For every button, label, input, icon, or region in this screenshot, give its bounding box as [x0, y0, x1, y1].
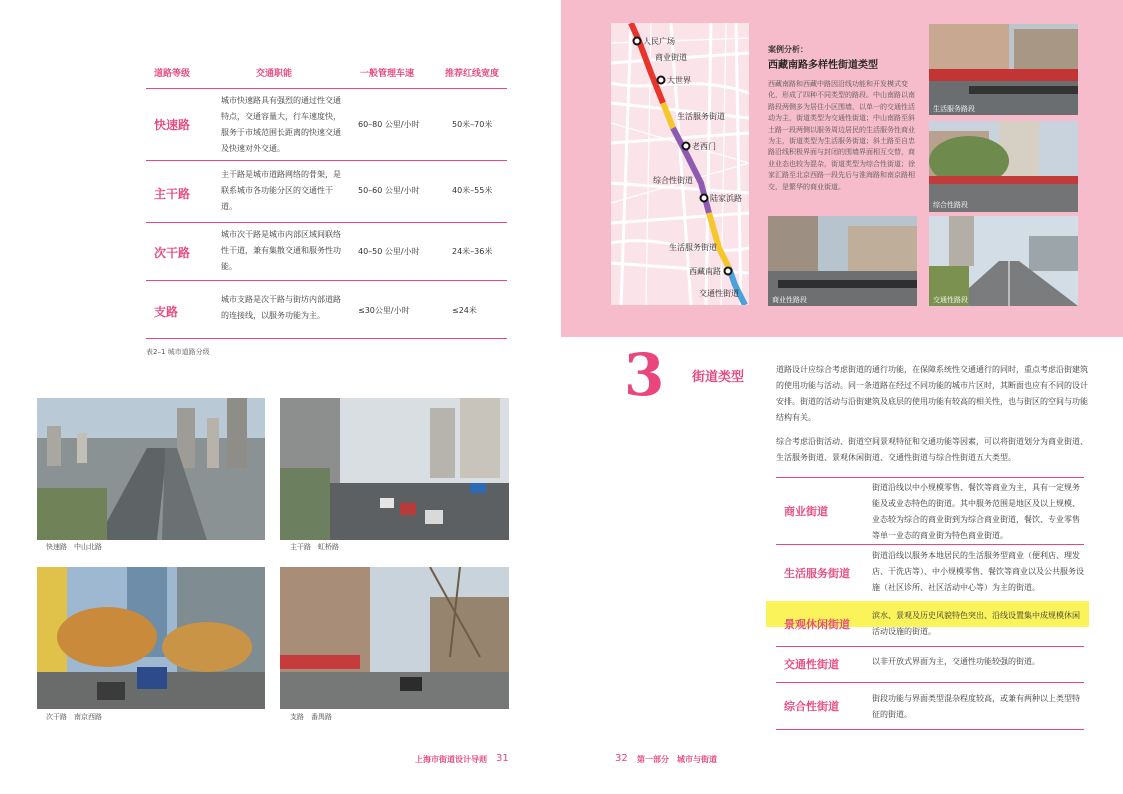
section-paragraph-2: 综合考虑沿街活动、街道空间景观特征和交通功能等因素，可以将街道划分为商业街道、生活服务街道、景观休闲街道、交通性街道与综合性街道五大类型。 — [776, 437, 1088, 462]
section-number: 3 — [624, 341, 665, 409]
section-title: 街道类型 — [692, 370, 745, 385]
street-type-desc: 街段功能与界面类型混杂程度较高，或兼有两种以上类型特征的街道。 — [872, 694, 1080, 719]
photo-arterial-road — [280, 398, 509, 540]
map-segment-label: 生活服务街道 — [677, 112, 725, 121]
photo-commercial-segment — [768, 216, 917, 306]
table-row-width: ≤24米 — [452, 306, 477, 315]
photo-living-service-segment — [929, 24, 1078, 115]
table-divider — [146, 280, 507, 281]
table-divider — [776, 729, 1084, 730]
map-station-label: 人民广场 — [643, 37, 675, 46]
photo-branch-road — [280, 567, 509, 709]
street-type-name: 综合性街道 — [784, 700, 839, 713]
photo-caption: 次干路 南京西路 — [46, 713, 102, 721]
table-divider — [146, 338, 507, 339]
case-study-map — [611, 23, 749, 305]
street-type-name: 生活服务街道 — [784, 567, 850, 580]
map-station-label: 老西门 — [692, 142, 716, 151]
footer-page-number: 32 — [615, 753, 628, 764]
photo-label: 综合性路段 — [933, 201, 968, 209]
table-divider — [776, 646, 1084, 647]
photo-label: 生活服务路段 — [933, 105, 975, 113]
table-row-name: 主干路 — [154, 187, 191, 201]
table-header-function: 交通职能 — [256, 69, 293, 79]
table-divider — [146, 222, 507, 223]
table-row-desc: 城市快速路具有强烈的通过性交通特点，交通容量大，行车速度快，服务于市域范围长距离的快速交通及快速对外交通。 — [221, 96, 341, 153]
case-text: 西藏南路和西藏中路因沿线功能和开发模式变化，形成了四种不同类型的路段。中山南路以南路段两侧多为居住小区围墙，以单一的交通性活动为主，街道类型为交通性街道；中山南路至斜土路一段两侧以服务周边居民的生活服务性商业为主，街道类型为生活服务街道；斜土路至自忠路沿线积极界面与封闭的围墙界面相互交替，商业业态也较为混杂，街道类型为综合性街道；徐家汇路至北京西路一段先后与淮海路和南京路相交，是繁华的商业街道。 — [768, 80, 915, 191]
table-row-width: 50米–70米 — [452, 120, 493, 129]
table-row-width: 40米–55米 — [452, 186, 493, 195]
table-row-desc: 主干路是城市道路网络的骨架，是联系城市各功能分区的交通性干道。 — [221, 170, 341, 211]
map-segment-label: 商业街道 — [655, 53, 687, 62]
photo-label: 交通性路段 — [933, 296, 968, 304]
table-header-grade: 道路等级 — [154, 69, 191, 79]
footer-section-name: 第一部分 城市与街道 — [637, 755, 717, 764]
table-row-desc: 城市支路是次干路与街坊内部道路的连接线，以服务功能为主。 — [221, 295, 341, 320]
photo-traffic-segment — [929, 216, 1078, 306]
street-type-name: 商业街道 — [784, 505, 828, 518]
map-station-label: 陆家浜路 — [710, 194, 742, 203]
table-row-speed: 60–80 公里/小时 — [358, 120, 420, 129]
table-divider — [146, 88, 507, 89]
case-title: 西藏南路多样性街道类型 — [768, 60, 878, 71]
street-type-desc: 街道沿线以服务本地居民的生活服务型商业（便利店、理发店、干洗店等）、中小规模零售、餐饮等商业以及公共服务设施（社区诊所、社区活动中心等）为主的街道。 — [872, 551, 1084, 592]
photo-expressway — [37, 398, 265, 540]
street-type-desc: 以非开放式界面为主，交通性功能较强的街道。 — [872, 657, 1040, 666]
table-header-speed: 一般管理车速 — [360, 69, 415, 79]
table-row-name: 支路 — [154, 305, 179, 319]
footer-book-title: 上海市街道设计导则 — [415, 755, 487, 764]
section-paragraph-1: 道路设计应综合考虑街道的通行功能，在保障系统性交通通行的同时，重点考虑沿街建筑的使用功能与活动。同一条道路在经过不同功能的城市片区时，其断面也应有不同的设计安排。街道的活动与沿街建筑及底层的使用功能有较高的相关性，也与街区的空间与功能结构有关。 — [776, 365, 1088, 422]
photo-label: 商业性路段 — [772, 296, 807, 304]
footer-page-number: 31 — [496, 753, 509, 764]
map-segment-label: 交通性街道 — [699, 289, 739, 298]
table-row-name: 快速路 — [154, 118, 191, 132]
case-label: 案例分析： — [768, 45, 808, 54]
table-row-name: 次干路 — [154, 246, 191, 260]
map-segment-label: 综合性街道 — [653, 176, 693, 185]
table-row-desc: 城市次干路是城市内部区域间联络性干道，兼有集散交通和服务性功能。 — [221, 230, 341, 271]
photo-caption: 快速路 中山北路 — [46, 543, 102, 551]
street-type-name: 交通性街道 — [784, 658, 839, 671]
map-station-label: 西藏南路 — [689, 267, 721, 276]
map-station-label: 大世界 — [667, 76, 691, 85]
table-row-speed: 50–60 公里/小时 — [358, 186, 420, 195]
street-type-desc: 街道沿线以中小规模零售、餐饮等商业为主，具有一定规务能及或业态特色的街道。其中服务范围是地区及以上规模、业态较为综合的商业街到为综合商业街道，餐饮、专业零售等单一业态的商业街为特色商业街道。 — [872, 483, 1080, 540]
street-type-name: 景观休闲街道 — [784, 618, 850, 631]
table-row-speed: ≤30公里/小时 — [358, 306, 410, 315]
table-header-width: 推荐红线宽度 — [445, 69, 500, 79]
map-segment-label: 生活服务街道 — [669, 243, 717, 252]
photo-secondary-road — [37, 567, 265, 709]
table-caption: 表2–1 城市道路分级 — [146, 348, 210, 356]
photo-caption: 主干路 虹桥路 — [290, 543, 339, 551]
table-row-width: 24米–36米 — [452, 247, 493, 256]
photo-caption: 支路 番禺路 — [290, 713, 332, 721]
street-type-desc: 滨水、景观及历史风貌特色突出、沿线设置集中成规模休闲活动设施的街道。 — [872, 611, 1080, 636]
table-row-speed: 40–50 公里/小时 — [358, 247, 420, 256]
table-divider — [146, 160, 507, 161]
table-divider — [776, 682, 1084, 683]
table-divider — [776, 544, 1084, 545]
table-divider — [776, 477, 1084, 478]
